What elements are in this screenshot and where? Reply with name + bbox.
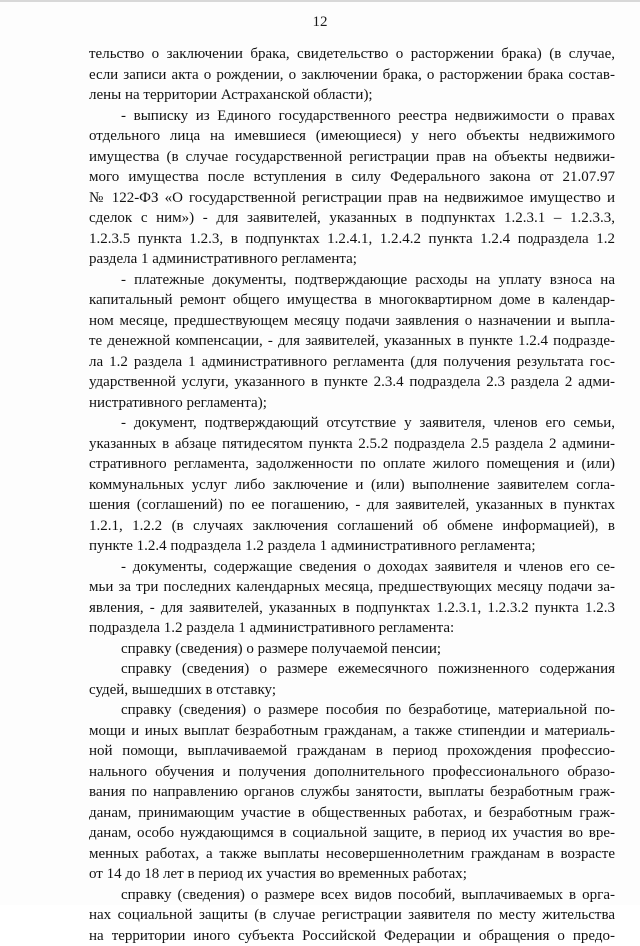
text-line: те денежной компенсации, - для заявителей, указанных в пункте 1.2.4 подразде- — [89, 331, 615, 352]
text-line: мощи и иных выплат безработным гражданам, а также стипендии и материаль- — [89, 721, 615, 742]
text-line: справку (сведения) о размере пособия по безработице, материальной по- — [89, 700, 615, 721]
text-line: 1.2.3.5 пункта 1.2.3, в подпунктах 1.2.4.1, 1.2.4.2 пункта 1.2.4 подраздела 1.2 — [89, 229, 615, 250]
text-line: справку (сведения) о размере всех видов пособий, выплачиваемых в орга- — [89, 885, 615, 906]
page-number: 12 — [0, 14, 640, 31]
text-line: ла 1.2 раздела 1 административного регламента (для получения результата гос- — [89, 352, 615, 373]
text-line: - документы, содержащие сведения о доходах заявителя и членов его се- — [89, 557, 615, 578]
text-line: мьи за три последних календарных месяца, предшествующих месяцу подачи за- — [89, 577, 615, 598]
text-line: данам, принимающим участие в общественных работах, и безработным граж- — [89, 803, 615, 824]
text-line: данам, особо нуждающимся в социальной защите, в период их участия во вре- — [89, 823, 615, 844]
text-line: лены на территории Астраханской области); — [89, 85, 615, 106]
text-line: ной помощи, выплачиваемой гражданам в период прохождения профессио- — [89, 741, 615, 762]
text-line: нах социальной защиты (в случае регистрации заявителя по месту жительства — [89, 905, 615, 926]
text-line: на территории иного субъекта Российской Федерации и обращения о предо- — [89, 926, 615, 946]
text-line: мого имущества после вступления в силу Федерального закона от 21.07.97 — [89, 167, 615, 188]
text-line: коммунальных услуг либо заключение и (или) выполнение заявителем согла- — [89, 475, 615, 496]
text-line: явления, - для заявителей, указанных в подпунктах 1.2.3.1, 1.2.3.2 пункта 1.2.3 — [89, 598, 615, 619]
text-line: тельство о заключении брака, свидетельство о расторжении брака) (в случае, — [89, 44, 615, 65]
text-line: ударственной услуги, указанного в пункте 2.3.4 подраздела 2.3 раздела 2 адми- — [89, 372, 615, 393]
text-line: ном месяце, предшествующем месяцу подачи заявления о назначении и выпла- — [89, 311, 615, 332]
text-line: справку (сведения) о размере ежемесячного пожизненного содержания — [89, 659, 615, 680]
text-line: пункте 1.2.4 подраздела 1.2 раздела 1 административного регламента; — [89, 536, 615, 557]
text-line: судей, вышедших в отставку; — [89, 680, 615, 701]
text-line: стративного регламента, задолженности по оплате жилого помещения и (или) — [89, 454, 615, 475]
text-line: имущества (в случае государственной регистрации прав на объекты недвижи- — [89, 147, 615, 168]
text-line: нального обучения и получения дополнительного профессионального образо- — [89, 762, 615, 783]
text-line: указанных в абзаце пятидесятом пункта 2.5.2 подраздела 2.5 раздела 2 админи- — [89, 434, 615, 455]
text-line: вания по направлению органов службы занятости, выплаты безработным граж- — [89, 782, 615, 803]
text-line: нистративного регламента); — [89, 393, 615, 414]
text-line: от 14 до 18 лет в период их участия во временных работах; — [89, 864, 615, 885]
scan-edge — [0, 0, 640, 2]
text-line: № 122-ФЗ «О государственной регистрации прав на недвижимое имущество и — [89, 188, 615, 209]
text-line: сделок с ним») - для заявителей, указанных в подпунктах 1.2.3.1 – 1.2.3.3, — [89, 208, 615, 229]
text-line: если записи акта о рождении, о заключении брака, о расторжении брака состав- — [89, 65, 615, 86]
text-line: - выписку из Единого государственного реестра недвижимости о правах — [89, 106, 615, 127]
body-text — [89, 44, 615, 946]
text-line: шения (соглашений) по ее погашению, - для заявителей, указанных в пунктах — [89, 495, 615, 516]
text-line: менных работах, а также выплаты несовершеннолетним гражданам в возрасте — [89, 844, 615, 865]
text-line: отдельного лица на имевшиеся (имеющиеся) у него объекты недвижимого — [89, 126, 615, 147]
text-line: 1.2.1, 1.2.2 (в случаях заключения соглашений об обмене информацией), в — [89, 516, 615, 537]
text-line: - платежные документы, подтверждающие расходы на уплату взноса на — [89, 270, 615, 291]
text-line: - документ, подтверждающий отсутствие у заявителя, членов его семьи, — [89, 413, 615, 434]
text-line: капитальный ремонт общего имущества в многоквартирном доме в календар- — [89, 290, 615, 311]
text-line: справку (сведения) о размере получаемой пенсии; — [89, 639, 615, 660]
text-line: подраздела 1.2 раздела 1 административного регламента: — [89, 618, 615, 639]
text-line: раздела 1 административного регламента; — [89, 249, 615, 270]
